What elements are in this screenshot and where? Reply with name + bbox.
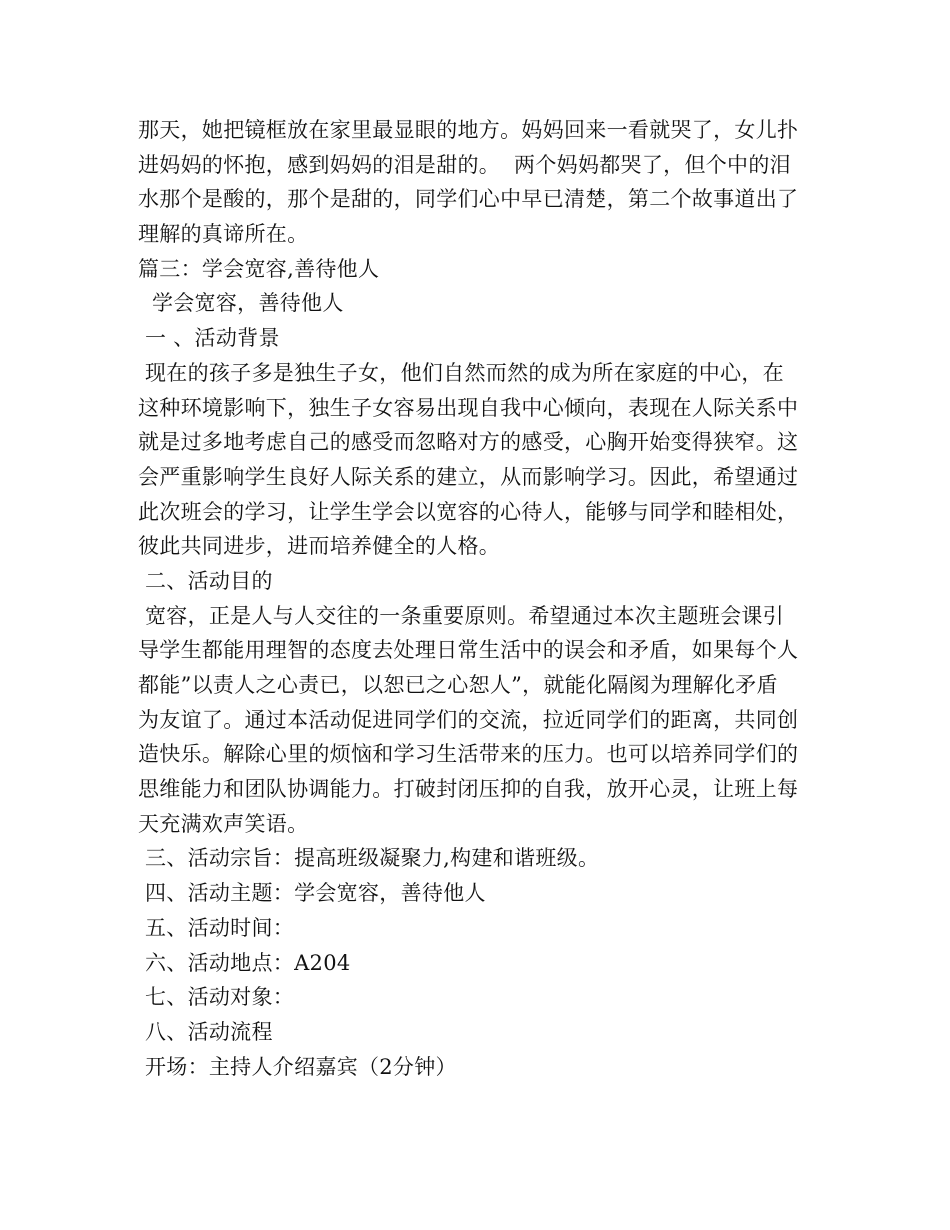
text-line: 理解的真谛所在。 bbox=[138, 222, 309, 247]
text-line: 水那个是酸的，那个是甜的，同学们心中早已清楚，第二个故事道出了 bbox=[138, 187, 799, 212]
item-activity-audience: 七、活动对象： bbox=[138, 985, 295, 1010]
heading-activity-purpose: 二、活动目的 bbox=[138, 568, 273, 593]
heading-activity-background: 一 、活动背景 bbox=[138, 326, 280, 351]
text-line: 天充满欢声笑语。 bbox=[138, 811, 309, 836]
text-line: 那天，她把镜框放在家里最显眼的地方。妈妈回来一看就哭了，女儿扑 bbox=[138, 118, 799, 142]
text-line: 这种环境影响下，独生子女容易出现自我中心倾向，表现在人际关系中 bbox=[138, 395, 799, 420]
item-activity-theme: 四、活动主题：学会宽容，善待他人 bbox=[138, 881, 486, 906]
text-line: 都能”以责人之心责已，以恕已之心恕人”，就能化隔阂为理解化矛盾 bbox=[138, 673, 778, 697]
document-title: 学会宽容，善待他人 bbox=[138, 291, 344, 316]
text-line: 导学生都能用理智的态度去处理日常生活中的误会和矛盾，如果每个人 bbox=[138, 638, 799, 663]
section-title: 篇三：学会宽容,善待他人 bbox=[138, 256, 380, 281]
document-body bbox=[138, 113, 818, 1084]
item-opening: 开场：主持人介绍嘉宾（2分钟） bbox=[138, 1054, 457, 1079]
text-line: 就是过多地考虑自己的感受而忽略对方的感受，心胸开始变得狭窄。这 bbox=[138, 430, 799, 455]
text-line: 造快乐。解除心里的烦恼和学习生活带来的压力。也可以培养同学们的 bbox=[138, 742, 799, 767]
item-activity-process: 八、活动流程 bbox=[138, 1019, 273, 1044]
text-line: 现在的孩子多是独生子女，他们自然而然的成为所在家庭的中心，在 bbox=[138, 360, 784, 385]
text-line: 会严重影响学生良好人际关系的建立，从而影响学习。因此，希望通过 bbox=[138, 464, 799, 489]
text-line: 进妈妈的怀抱，感到妈妈的泪是甜的。 两个妈妈都哭了，但个中的泪 bbox=[138, 152, 791, 177]
text-line: 彼此共同进步，进而培养健全的人格。 bbox=[138, 534, 501, 559]
text-line: 此次班会的学习，让学生学会以宽容的心待人，能够与同学和睦相处， bbox=[138, 499, 799, 524]
item-activity-location: 六、活动地点：A204 bbox=[138, 950, 351, 975]
item-activity-purpose-statement: 三、活动宗旨：提高班级凝聚力,构建和谐班级。 bbox=[138, 846, 600, 871]
item-activity-time: 五、活动时间： bbox=[138, 915, 295, 940]
text-line: 思维能力和团队协调能力。打破封闭压抑的自我，放开心灵，让班上每 bbox=[138, 777, 799, 802]
text-line: 宽容，正是人与人交往的一条重要原则。希望通过本次主题班会课引 bbox=[138, 603, 784, 628]
text-line: 为友谊了。通过本活动促进同学们的交流，拉近同学们的距离，共同创 bbox=[138, 707, 799, 732]
